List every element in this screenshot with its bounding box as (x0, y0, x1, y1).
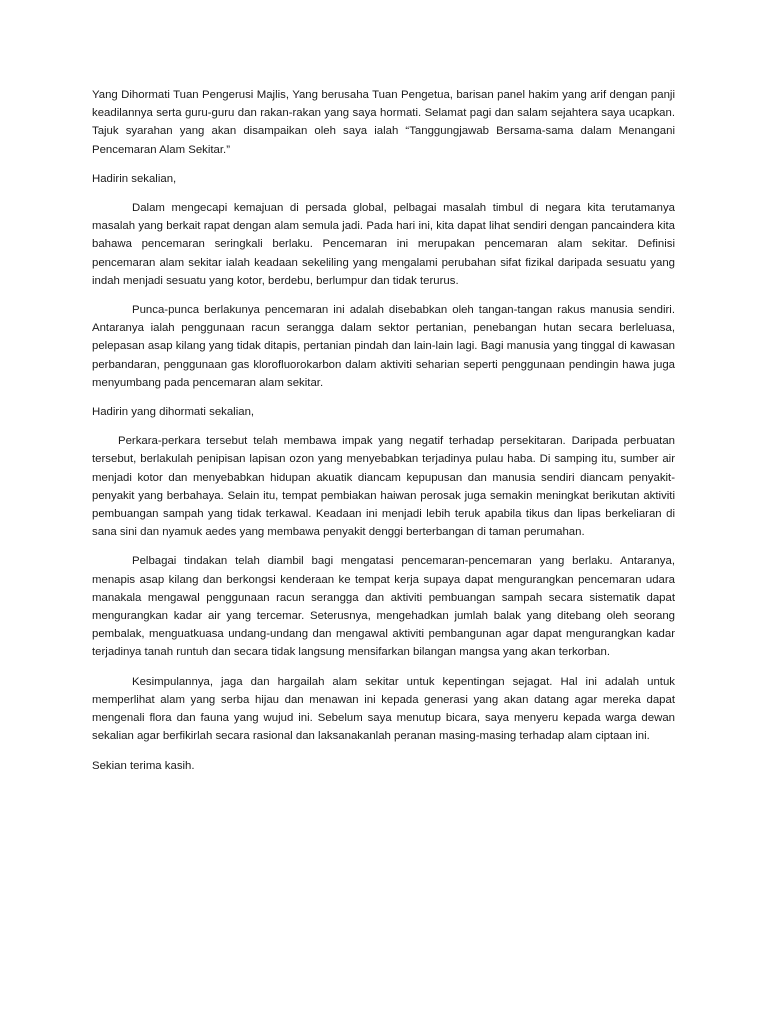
closing-line: Sekian terima kasih. (92, 759, 195, 772)
speech-text (92, 86, 675, 786)
greeting-line-2: Hadirin yang dihormati sekalian, (92, 406, 255, 419)
causes-paragraph: Punca-punca berlakunya pencemaran ini adalah disebabkan oleh tangan-tangan rakus manusia sendiri. Antaranya ialah penggunaan racun serangga dalam sektor pertanian, penebangan hutan secara berleluasa, pelepasan asap kilang yang tidak ditapis, pertanian pindah dan lain-lain lagi. Bagi manusia yang tinggal di kawasan perbandaran, penggunaan gas klorofluorokarbon dalam aktiviti seharian seperti penggunaan pendingin hawa juga menyumbang pada pencemaran alam sekitar. (92, 304, 675, 389)
conclusion-paragraph: Kesimpulannya, jaga dan hargailah alam sekitar untuk kepentingan sejagat. Hal ini adalah untuk memperlihat alam yang serba hijau dan menawan ini kepada generasi yang akan datang agar mereka dapat mengenali flora dan fauna yang wujud ini. Sebelum saya menutup bicara, saya menyeru kepada warga dewan sekalian agar berfikirlah secara rasional dan laksanakanlah peranan masing-masing terhadap alam ciptaan ini. (92, 675, 675, 743)
introduction-paragraph: Dalam mengecapi kemajuan di persada global, pelbagai masalah timbul di negara kita terutamanya masalah yang berkait rapat dengan alam semula jadi. Pada hari ini, kita dapat lihat sendiri dengan pancaindera kita bahawa pencemaran seringkali berlaku. Pencemaran ini merupakan pencemaran alam sekitar. Definisi pencemaran alam sekitar ialah keadaan sekeliling yang mengalami perubahan sifat fizikal daripada sesuatu yang indah menjadi sesuatu yang kotor, berdebu, berlumpur dan tidak terurus. (92, 202, 675, 287)
greeting-line: Hadirin sekalian, (92, 172, 177, 185)
actions-paragraph: Pelbagai tindakan telah diambil bagi mengatasi pencemaran-pencemaran yang berlaku. Antaranya, menapis asap kilang dan berkongsi kenderaan ke tempat kerja supaya dapat mengurangkan pencemaran udara manakala mengawal penggunaan racun serangga dan aktiviti pembuangan sampah secara sistematik dapat mengurangkan kadar air yang tercemar. Seterusnya, mengehadkan jumlah balak yang ditebang oleh seorang pembalak, menguatkuasa undang-undang dan mengawal aktiviti pembangunan agar dapat mengurangkan kadar terjadinya tanah runtuh dan secara tidak langsung mensifarkan bilangan mangsa yang akan terkorban. (92, 555, 675, 659)
effects-paragraph: Perkara-perkara tersebut telah membawa impak yang negatif terhadap persekitaran. Daripada perbuatan tersebut, berlakulah penipisan lapisan ozon yang menyebabkan terjadinya pulau haba. Di samping itu, sumber air menjadi kotor dan menyebabkan hidupan akuatik diancam kepupusan dan manusia sendiri diancam penyakit-penyakit yang berbahaya. Selain itu, tempat pembiakan haiwan perosak juga semakin meningkat berikutan aktiviti pembuangan sampah yang tidak terkawal. Keadaan ini menjadi lebih teruk apabila tikus dan lipas berkeliaran di sana sini dan nyamuk aedes yang membawa penyakit denggi berterbangan di taman perumahan. (92, 435, 675, 539)
opening-paragraph: Yang Dihormati Tuan Pengerusi Majlis, Yang berusaha Tuan Pengetua, barisan panel hakim yang arif dengan panji keadilannya serta guru-guru dan rakan-rakan yang saya hormati. Selamat pagi dan salam sejahtera saya ucapkan. Tajuk syarahan yang akan disampaikan oleh saya ialah “Tanggungjawab Bersama-sama dalam Menangani Pencemaran Alam Sekitar.” (92, 89, 675, 156)
